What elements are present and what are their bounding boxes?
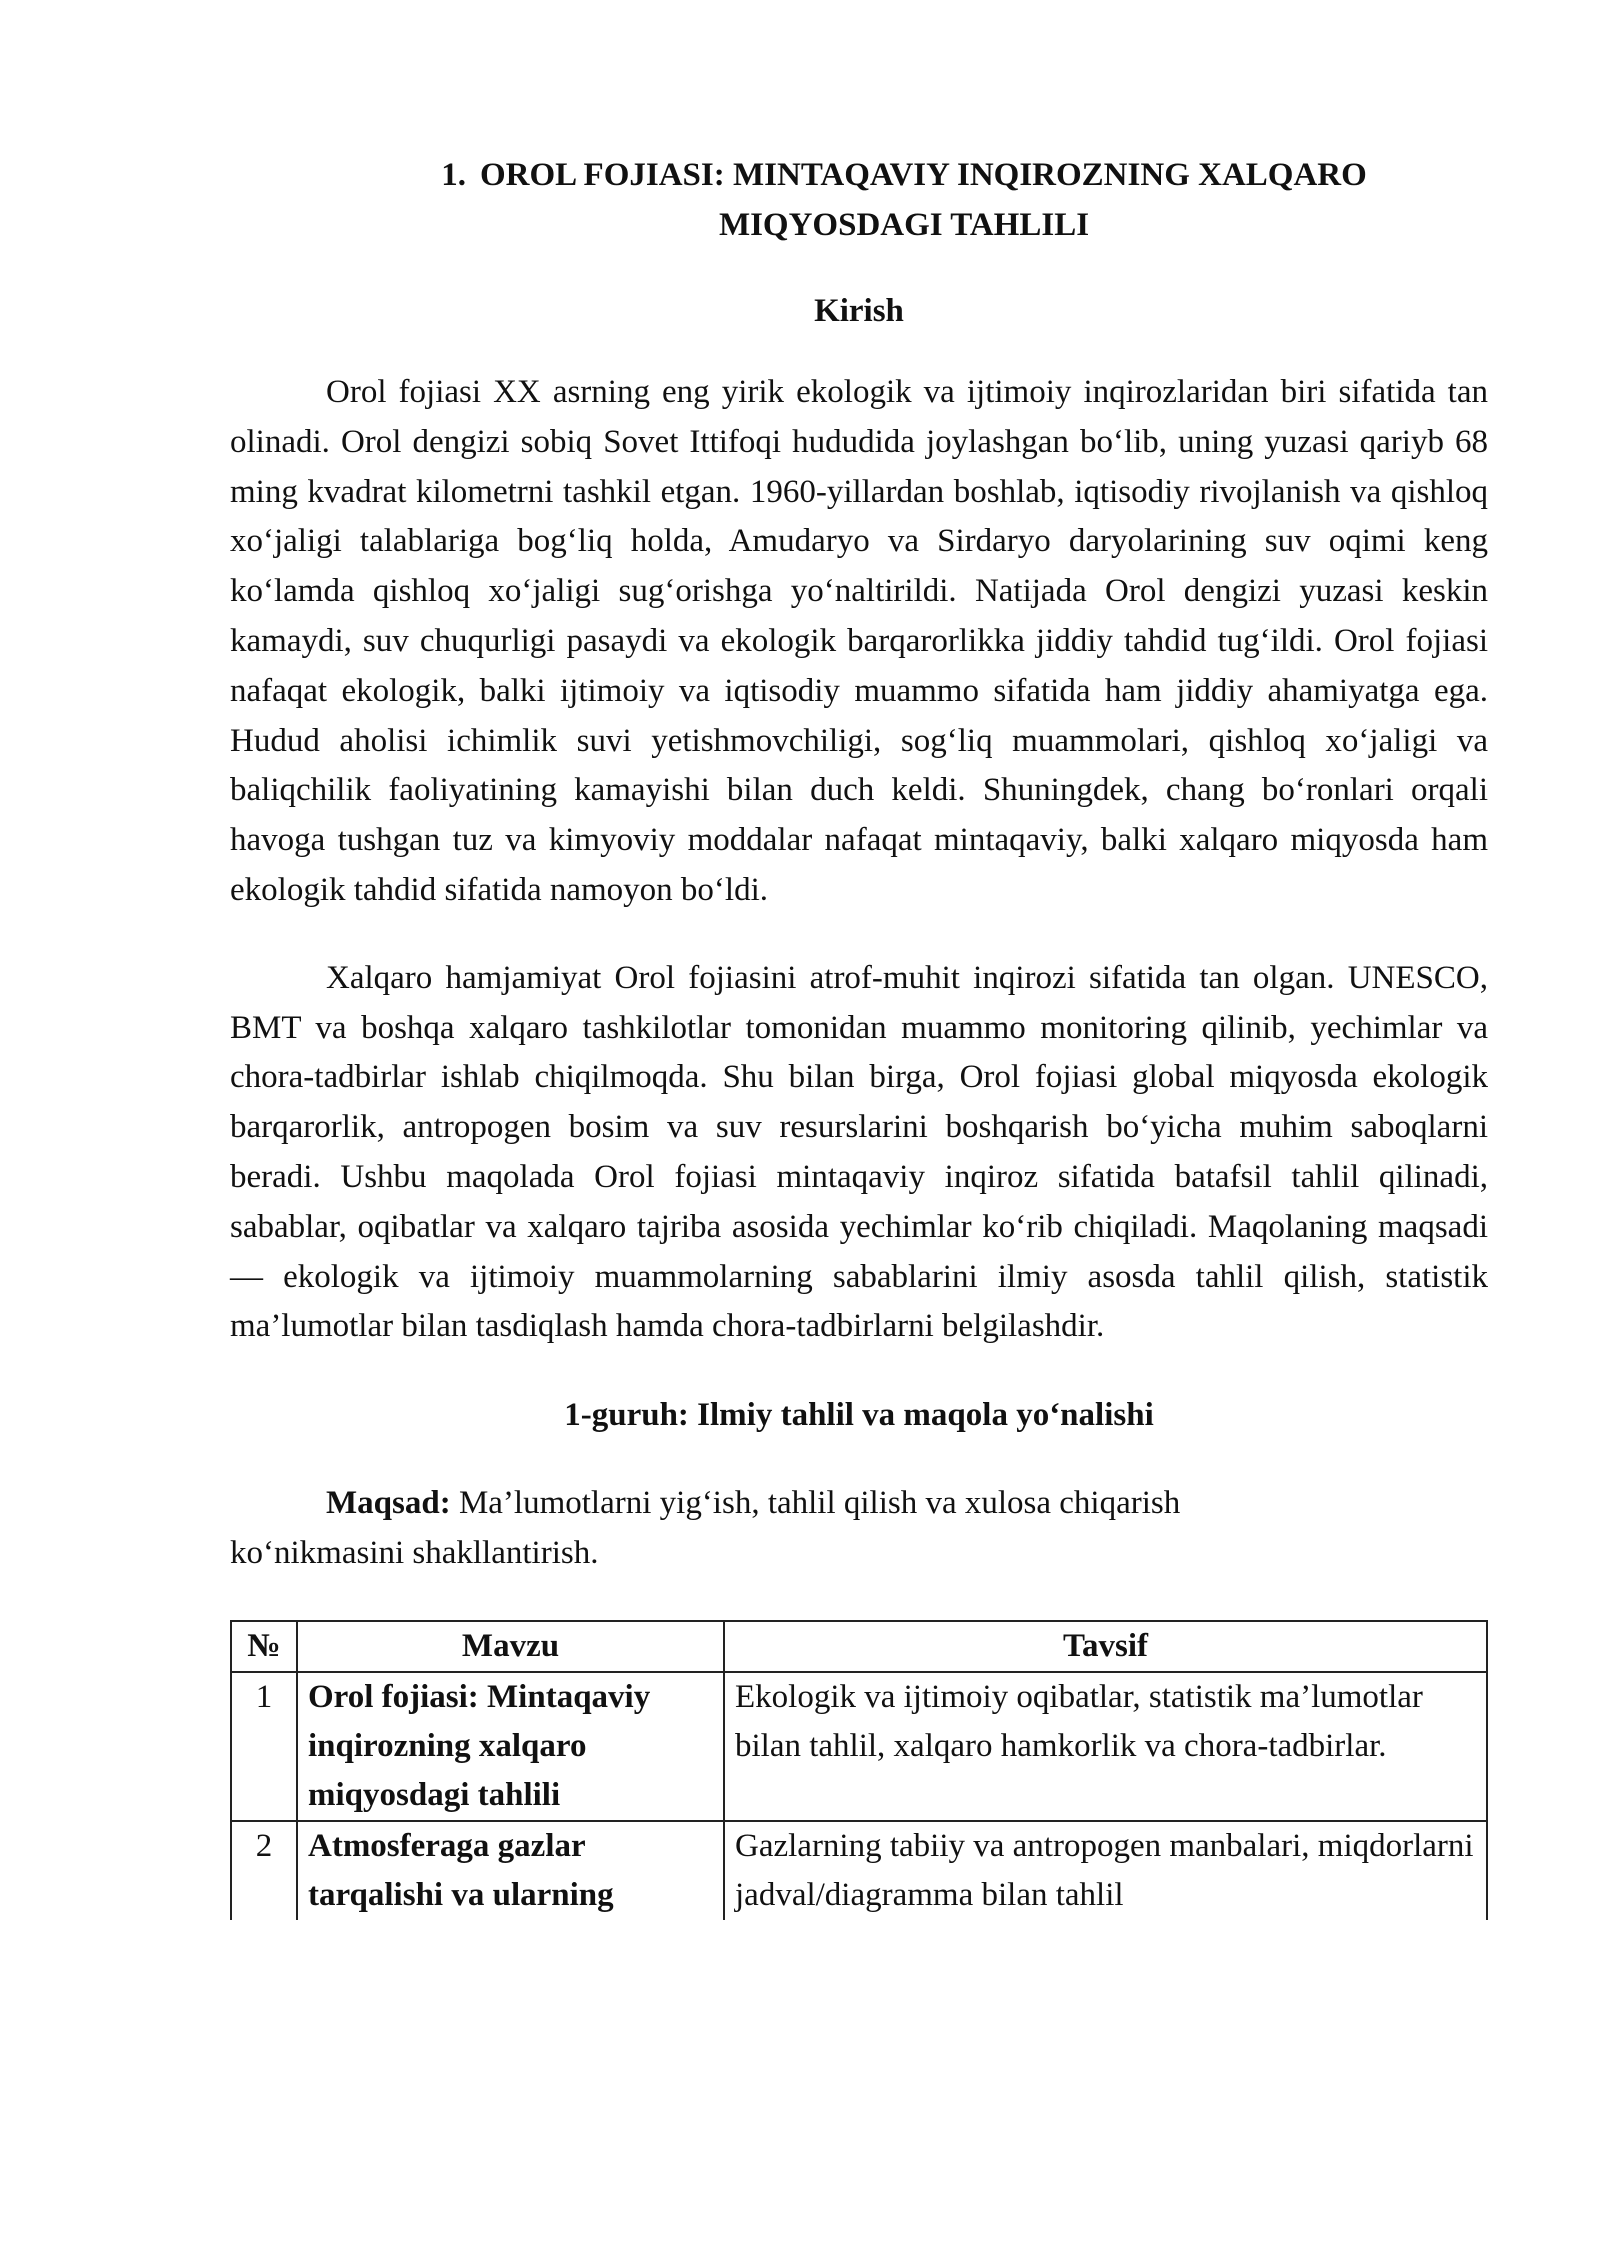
intro-paragraph-1: Orol fojiasi XX asrning eng yirik ekologik va ijtimoiy inqirozlaridan biri sifatida tan olinadi. Orol dengizi sobiq Sovet Ittifoqi hududida joylashgan bo‘lib, uning yuzasi qariyb 68 ming kvadrat kilometrni tashkil etgan. 1960-yillardan boshlab, iqtisodiy rivojlanish va qishloq xo‘jaligi talablariga bog‘liq holda, Amudaryo va Sirdaryo daryolarining suv oqimi keng ko‘lamda qishloq xo‘jaligi sug‘orishga yo‘naltirildi. Natijada Orol dengizi yuzasi keskin kamaydi, suv chuqurligi pasaydi va ekologik barqarorlikka jiddiy tahdid tug‘ildi. Orol fojiasi nafaqat ekologik, balki ijtimoiy va iqtisodiy muammo sifatida ham jiddiy ahamiyatga ega. Hudud aholisi ichimlik suvi yetishmovchiligi, sog‘liq muammolari, qishloq xo‘jaligi va baliqchilik faoliyatining kamayishi bilan duch keldi. Shuningdek, chang bo‘ronlari orqali havoga tushgan tuz va kimyoviy moddalar nafaqat mintaqaviy, balki xalqaro miqyosda ham ekologik tahdid sifatida namoyon bo‘ldi. xyxy=(230,374,1488,908)
topics-table xyxy=(230,1620,1488,1920)
document-title xyxy=(320,150,1488,250)
table-header-row xyxy=(231,1621,1487,1672)
row-description: Ekologik va ijtimoiy oqibatlar, statistik ma’lumotlar bilan tahlil, xalqaro hamkorlik va chora-tadbirlar. xyxy=(724,1672,1487,1821)
row-number: 2 xyxy=(231,1821,297,1920)
title-number: 1. xyxy=(441,157,466,193)
row-number: 1 xyxy=(231,1672,297,1821)
header-description: Tavsif xyxy=(724,1621,1487,1672)
header-number: № xyxy=(231,1621,297,1672)
row-topic: Atmosferaga gazlar tarqalishi va ularning xyxy=(297,1821,724,1920)
table-row xyxy=(231,1821,1487,1920)
intro-paragraph-2: Xalqaro hamjamiyat Orol fojiasini atrof-muhit inqirozi sifatida tan olgan. UNESCO, BMT va boshqa xalqaro tashkilotlar tomonidan muammo monitoring qilinib, yechimlar va chora-tadbirlar ishlab chiqilmoqda. Shu bilan birga, Orol fojiasi global miqyosda ekologik barqarorlik, antropogen bosim va suv resurslarini boshqarish bo‘yicha muhim saboqlarni beradi. Ushbu maqolada Orol fojiasi mintaqaviy inqiroz sifatida batafsil tahlil qilinadi, sabablar, oqibatlar va xalqaro tajriba asosida yechimlar ko‘rib chiqiladi. Maqolaning maqsadi — ekologik va ijtimoiy muammolarning sabablarini ilmiy asosda tahlil qilish, statistik ma’lumotlar bilan tasdiqlash hamda chora-tadbirlarni belgilashdir. xyxy=(230,959,1488,1345)
row-topic: Orol fojiasi: Mintaqaviy inqirozning xalqaro miqyosdagi tahlili xyxy=(297,1672,724,1821)
intro-heading: Kirish xyxy=(814,293,904,329)
goal-text: Ma’lumotlarni yig‘ish, tahlil qilish va xulosa chiqarish ko‘nikmasini shakllantirish. xyxy=(230,1485,1181,1572)
document-page xyxy=(230,150,1488,1920)
title-line-2: MIQYOSDAGI TAHLILI xyxy=(718,207,1090,243)
header-topic: Mavzu xyxy=(297,1621,724,1672)
table-row xyxy=(231,1672,1487,1821)
row-description: Gazlarning tabiiy va antropogen manbalari, miqdorlarni jadval/diagramma bilan tahlil xyxy=(724,1821,1487,1920)
title-line-1: OROL FOJIASI: MINTAQAVIY INQIROZNING XALQARO xyxy=(479,157,1367,193)
goal-paragraph xyxy=(230,1478,1360,1578)
group-heading: 1-guruh: Ilmiy tahlil va maqola yo‘nalishi xyxy=(564,1397,1154,1434)
goal-label: Maqsad: xyxy=(326,1485,451,1522)
